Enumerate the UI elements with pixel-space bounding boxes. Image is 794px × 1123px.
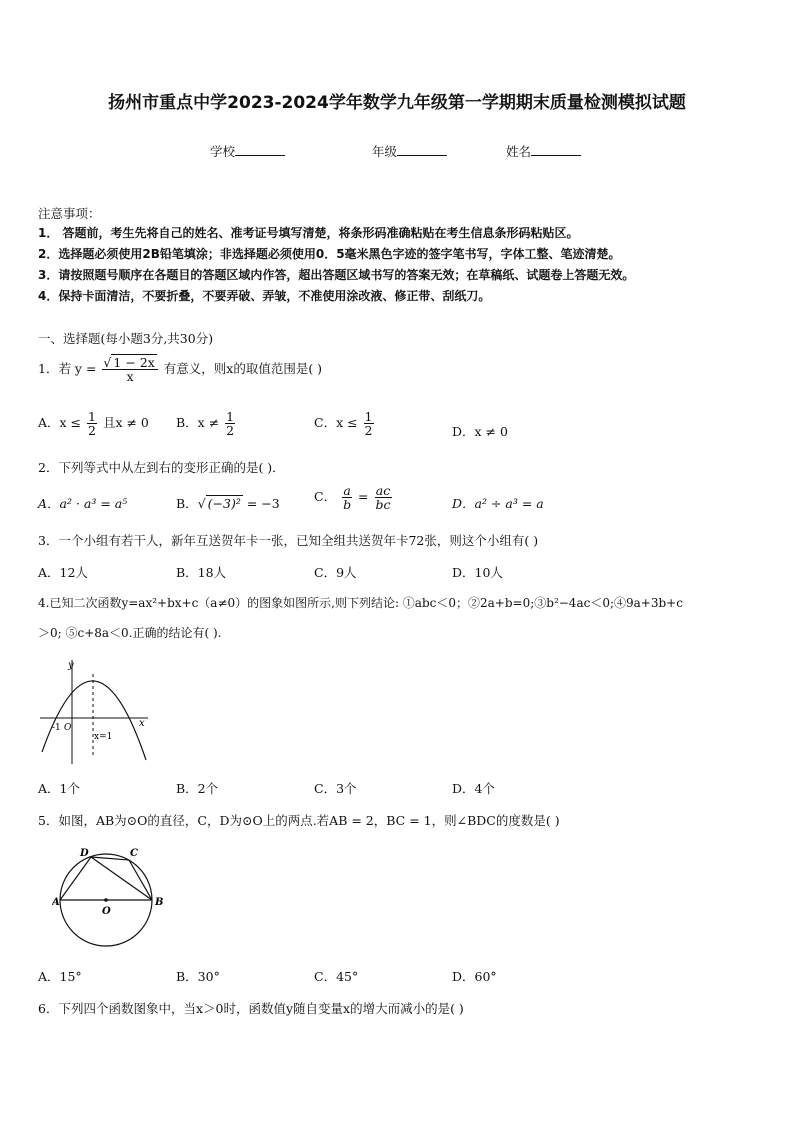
q3-option-b[interactable]: B．18人	[176, 565, 227, 580]
section-heading: 一、选择题(每小题3分,共30分)	[38, 331, 214, 346]
q2-option-d[interactable]: D．a² ÷ a³ = a	[452, 496, 544, 511]
question-3: 3．一个小组有若干人，新年互送贺年卡一张，已知全组共送贺年卡72张，则这个小组有( )	[38, 533, 539, 548]
q5-option-a[interactable]: A．15°	[38, 969, 82, 984]
grade-field	[372, 142, 447, 160]
q5-option-d[interactable]: D．60°	[452, 969, 497, 984]
question-2: 2．下列等式中从左到右的变形正确的是( )．	[38, 460, 285, 475]
name-label: 姓名	[506, 144, 532, 159]
question-1: 1．若 y = $\frac{√ 1 - 2x}{x}$ 有意义，则x的取值范围是( )	[38, 355, 323, 385]
q1-option-d[interactable]: D．x ≠ 0	[452, 424, 508, 439]
q3-option-a[interactable]: A．12人	[38, 565, 88, 580]
notice-item-4: 4．保持卡面清洁，不要折叠，不要弄破、弄皱，不准使用涂改液、修正带、刮纸刀。	[38, 289, 491, 303]
q5-chord-cb	[129, 860, 152, 900]
school-field	[210, 142, 285, 160]
question-4-line-2: ＞0; ⑤c+8a＜0.正确的结论有( ).	[38, 626, 222, 640]
school-label: 学校	[210, 144, 236, 159]
notice-item-3: 3．请按照题号顺序在各题目的答题区域内作答，超出答题区域书写的答案无效；在草稿纸、试题卷上答题无效。	[38, 268, 635, 282]
q1-option-c[interactable]: C．x ≤ $\frac{1}{2}$	[314, 409, 373, 439]
q4-parabola	[42, 681, 146, 760]
q5-circle-figure	[52, 844, 168, 950]
q5-label-o: O	[102, 906, 111, 917]
q2-option-b[interactable]: B．√ (−3)² = −3	[176, 496, 280, 511]
name-field	[506, 142, 581, 160]
question-5: 5．如图，AB为⊙O的直径，C，D为⊙O上的两点.若AB = 2，BC = 1，则∠BDC的度数是( )	[38, 813, 560, 828]
name-blank	[531, 144, 581, 156]
q4-label-axis: x=1	[94, 732, 113, 742]
q4-option-a[interactable]: A．1个	[38, 781, 80, 796]
notice-heading: 注意事项：	[38, 206, 101, 221]
q4-label-x: x	[139, 718, 145, 729]
q5-label-d: D	[80, 848, 89, 859]
q1-option-b[interactable]: B．x ≠ $\frac{1}{2}$	[176, 409, 235, 439]
q4-option-c[interactable]: C．3个	[314, 781, 357, 796]
q3-option-d[interactable]: D．10人	[452, 565, 503, 580]
q5-chord-ad	[60, 857, 91, 900]
q4-parabola-figure	[36, 656, 152, 768]
school-blank	[235, 144, 285, 156]
q1-option-a[interactable]: A．x ≤ $\frac{1}{2}$ 且x ≠ 0	[38, 409, 149, 439]
question-6: 6．下列四个函数图象中，当x＞0时，函数值y随自变量x的增大而减小的是( )	[38, 1001, 464, 1016]
q2-option-a[interactable]: A．a² · a³ = a⁵	[38, 496, 128, 511]
q5-label-a: A	[52, 897, 60, 908]
q5-option-b[interactable]: B．30°	[176, 969, 220, 984]
notice-item-1: 1． 答题前，考生先将自己的姓名、准考证号填写清楚，将条形码准确粘贴在考生信息条形码粘贴区。	[38, 226, 579, 240]
grade-blank	[397, 144, 447, 156]
notice-item-2: 2．选择题必须使用2B铅笔填涂；非选择题必须使用0．5毫米黑色字迹的签字笔书写，字体工整、笔迹清楚。	[38, 247, 621, 261]
q5-label-b: B	[155, 897, 164, 908]
q4-label-origin: O	[64, 723, 72, 733]
q3-option-c[interactable]: C．9人	[314, 565, 357, 580]
q4-label-y: y	[68, 660, 74, 671]
q5-option-c[interactable]: C．45°	[314, 969, 359, 984]
grade-label: 年级	[372, 144, 398, 159]
q4-label-minus-one: -1	[52, 723, 61, 733]
q2-option-c[interactable]: C． $\frac{a}{b}$ = $\frac{ac}{bc}$	[314, 483, 391, 513]
q5-label-c: C	[130, 848, 138, 859]
question-4-line-1: 4.已知二次函数y=ax²+bx+c（a≠0）的图象如图所示,则下列结论: ①abc＜0；②2a+b=0;③b²−4ac＜0;④9a+3b+c	[38, 596, 683, 610]
q1-fraction: $\frac{√ 1 - 2x}{x}$	[102, 356, 157, 383]
q4-option-d[interactable]: D．4个	[452, 781, 495, 796]
q4-option-b[interactable]: B．2个	[176, 781, 219, 796]
q5-chord-db	[91, 857, 152, 900]
q5-center-dot	[104, 898, 108, 902]
page-title: 扬州市重点中学2023-2024学年数学九年级第一学期期末质量检测模拟试题	[108, 93, 686, 113]
